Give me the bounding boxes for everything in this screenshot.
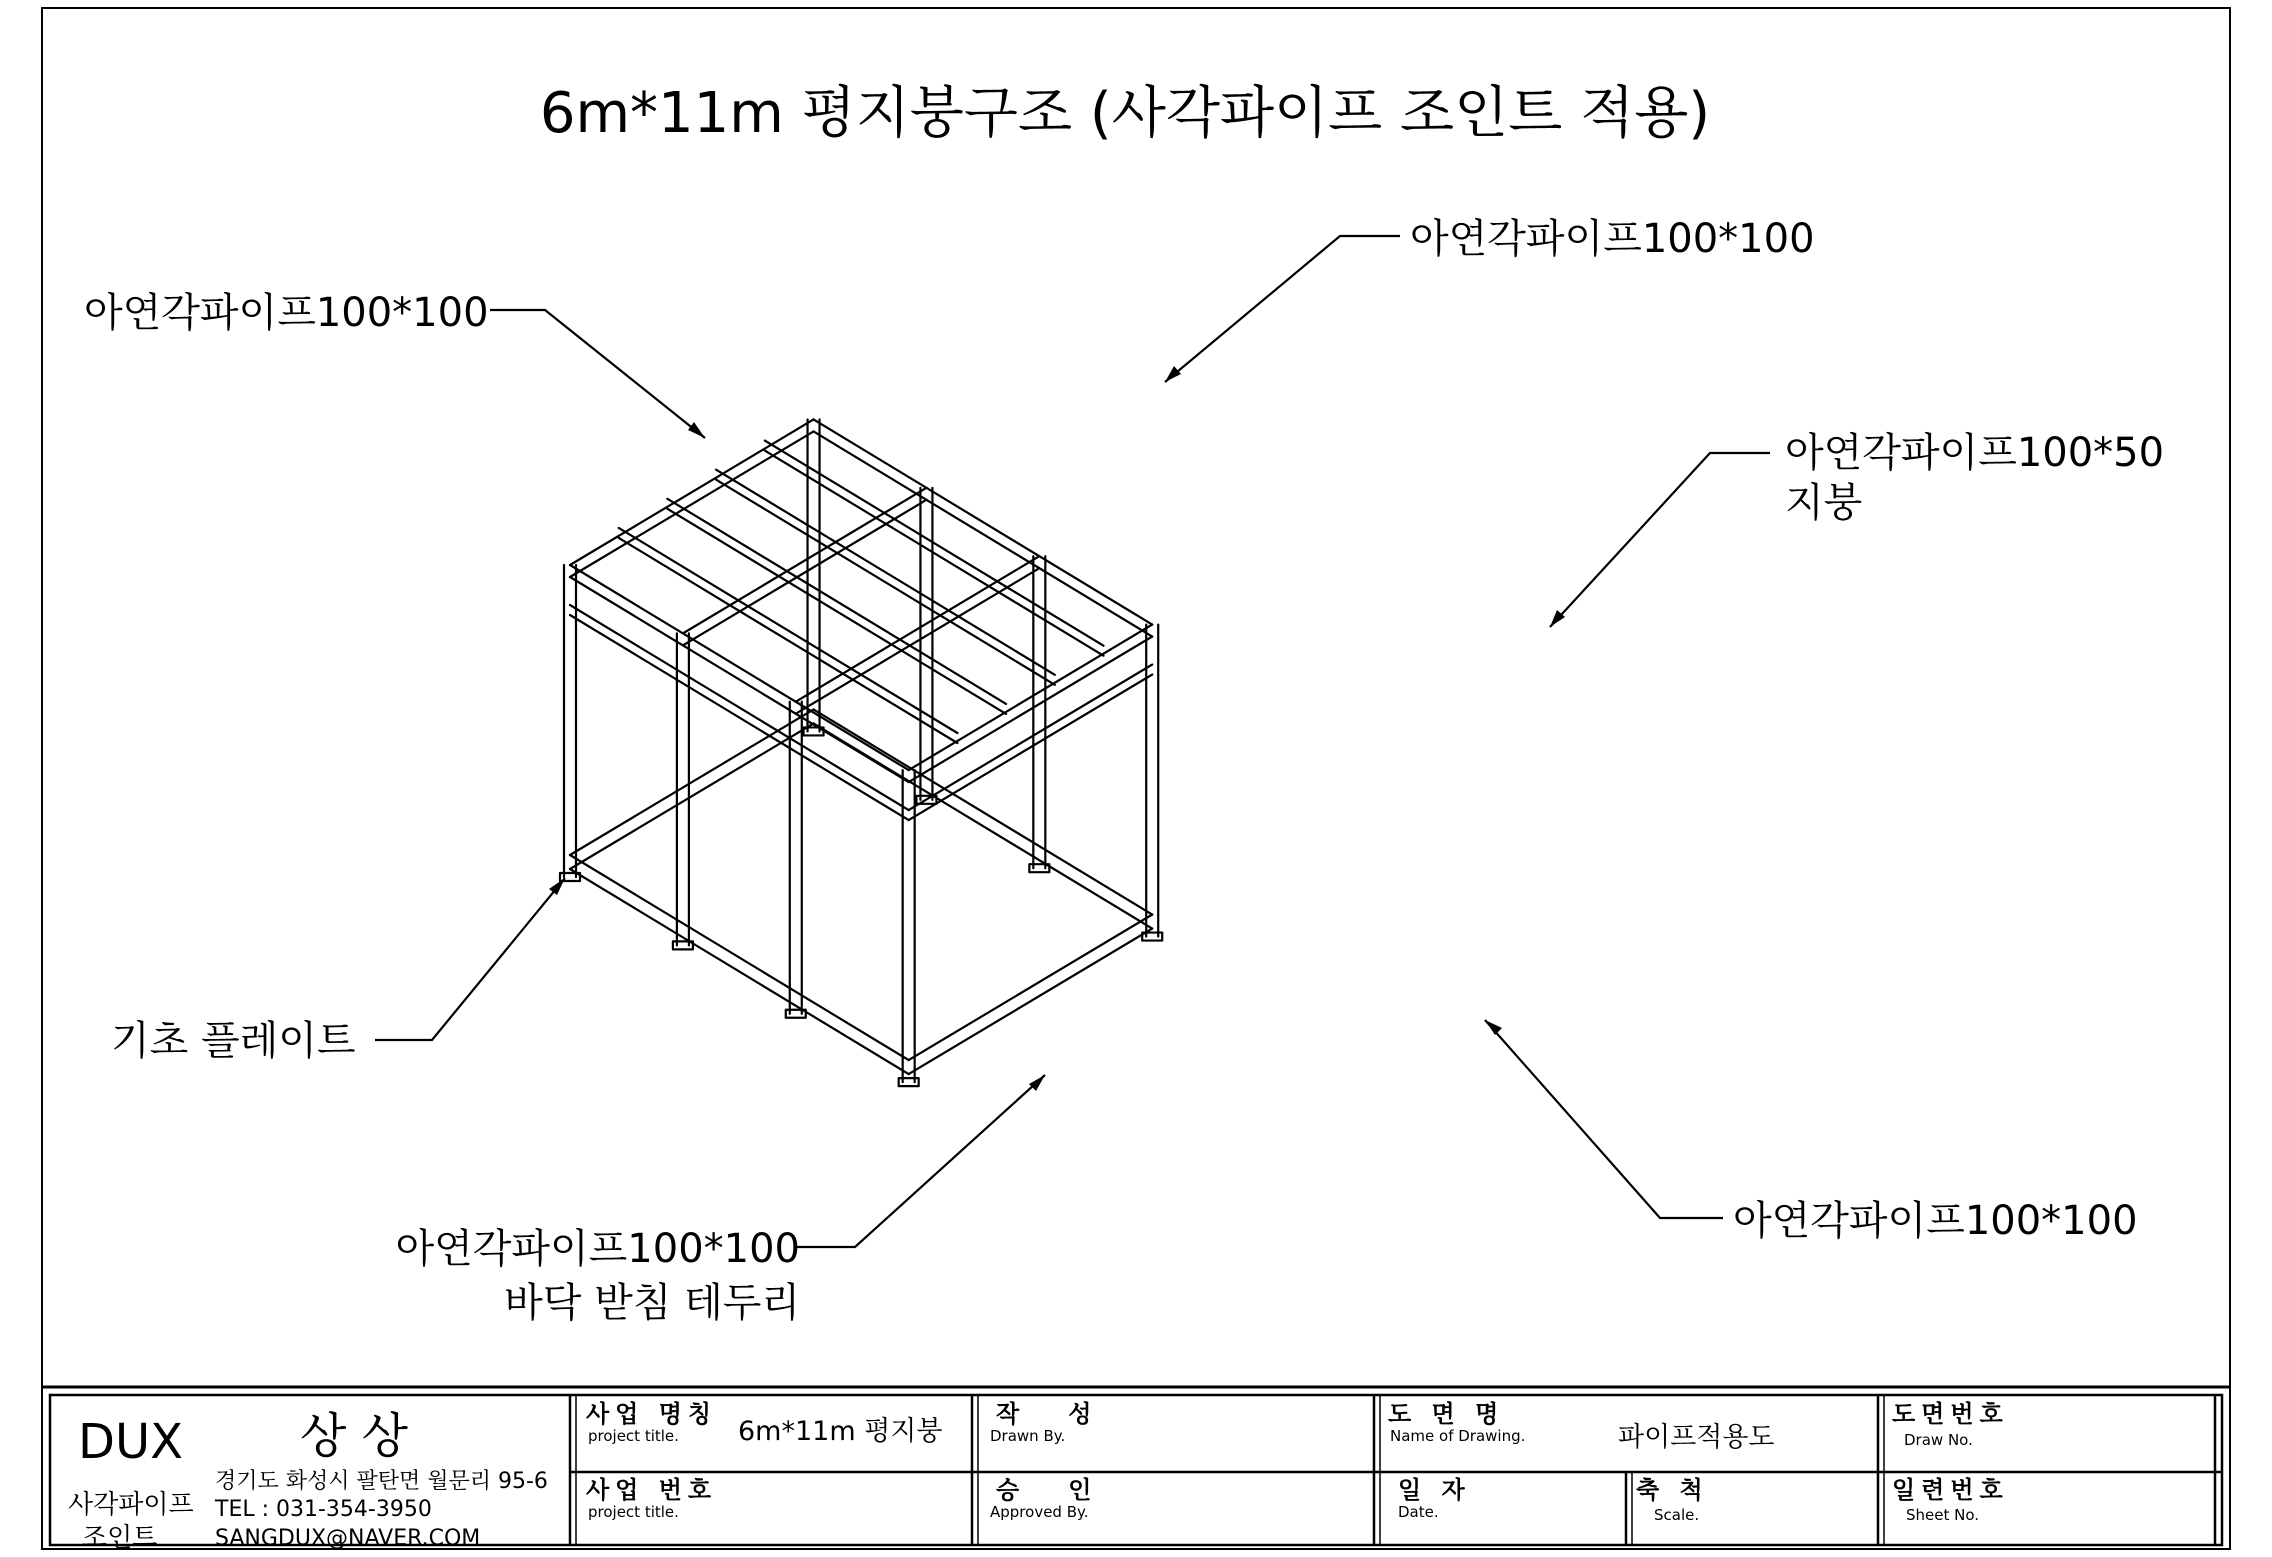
floor-beam <box>570 855 909 1060</box>
roof-purlin <box>619 538 958 743</box>
company-tel: TEL : 031-354-3950 <box>215 1497 432 1522</box>
drawn-by-label: 작 성 <box>996 1400 1098 1428</box>
arrowhead-top-right <box>1165 366 1181 382</box>
drawing-name-value: 파이프적용도 <box>1618 1422 1775 1453</box>
drawing-name-sub: Name of Drawing. <box>1390 1427 1526 1445</box>
callout-floor-line1: 아연각파이프100*100 <box>395 1226 800 1272</box>
arrowhead-bottom-right <box>1485 1020 1502 1035</box>
roof-cross-beam <box>796 556 1040 702</box>
floor-beam <box>909 929 1153 1075</box>
project-name-value: 6m*11m 평지붕 <box>738 1416 943 1447</box>
callout-top-right: 아연각파이프100*100 <box>1410 216 1815 262</box>
leader-top-right <box>1165 236 1400 382</box>
header-beam <box>909 665 1153 811</box>
roof-purlin <box>667 499 1006 704</box>
approved-by-sub: Approved By. <box>990 1503 1089 1521</box>
floor-beam <box>814 709 1153 914</box>
header-beam <box>570 605 909 810</box>
callout-leaders <box>375 236 1770 1247</box>
company-brand: DUX <box>78 1414 183 1470</box>
roof-purlin <box>619 528 958 733</box>
roof-purlin <box>716 470 1055 675</box>
project-no-label: 사업 번호 <box>586 1476 718 1504</box>
company-product-line1: 사각파이프 <box>68 1490 194 1520</box>
project-no-sub: project title. <box>588 1503 679 1521</box>
roof-cross-beam <box>796 568 1040 714</box>
roof-purlin <box>765 441 1104 646</box>
arrowhead-top-left <box>688 422 705 438</box>
leader-bottom-right <box>1485 1020 1723 1218</box>
roof-cross-beam <box>570 419 814 565</box>
drawing-name-label: 도 면 명 <box>1388 1400 1505 1428</box>
leader-floor <box>795 1075 1045 1247</box>
sheet-no-sub: Sheet No. <box>1906 1506 1980 1524</box>
roof-eave-beam <box>570 577 909 782</box>
floor-beam <box>570 869 909 1074</box>
drawn-by-sub: Drawn By. <box>990 1427 1066 1445</box>
company-name: 상 상 <box>300 1408 408 1464</box>
roof-cross-beam <box>570 431 814 577</box>
header-beam <box>570 615 909 820</box>
callout-top-left: 아연각파이프100*100 <box>84 290 489 336</box>
callout-roof-line1: 아연각파이프100*50 <box>1785 430 2165 476</box>
company-product-line2: 조인트 <box>82 1523 158 1553</box>
date-sub: Date. <box>1398 1503 1439 1521</box>
callout-base-plate: 기초 플레이트 <box>111 1018 356 1064</box>
scale-sub: Scale. <box>1654 1506 1700 1524</box>
scale-label: 축 척 <box>1636 1476 1709 1504</box>
drawing-no-sub: Draw No. <box>1904 1431 1973 1449</box>
arrowhead-base-plate <box>549 878 565 895</box>
leader-base-plate <box>375 878 565 1040</box>
callout-roof-line2: 지붕 <box>1785 480 1863 526</box>
roof-eave-beam <box>814 431 1153 636</box>
drawing-title: 6m*11m 평지붕구조 (사각파이프 조인트 적용) <box>539 81 1711 146</box>
leader-roof <box>1550 453 1770 627</box>
roof-cross-beam <box>909 637 1153 783</box>
roof-cross-beam <box>683 500 927 646</box>
frame-structure <box>560 419 1162 1086</box>
approved-by-label: 승 인 <box>996 1476 1098 1504</box>
leader-arrowheads <box>549 366 1565 1091</box>
project-name-sub: project title. <box>588 1427 679 1445</box>
roof-cross-beam <box>683 488 927 634</box>
project-name-label: 사업 명칭 <box>586 1400 718 1428</box>
sheet-no-label: 일련번호 <box>1892 1476 2009 1504</box>
floor-beam <box>909 915 1153 1061</box>
drawing-no-label: 도면번호 <box>1892 1400 2009 1428</box>
roof-eave-beam <box>814 419 1153 624</box>
roof-eave-beam <box>570 565 909 770</box>
callout-floor-line2: 바닥 받침 테두리 <box>504 1280 800 1326</box>
company-address: 경기도 화성시 팔탄면 월문리 95-6 <box>215 1469 548 1494</box>
leader-top-left <box>490 310 705 438</box>
floor-beam <box>570 723 814 869</box>
company-email: SANGDUX@NAVER.COM <box>215 1526 481 1551</box>
date-label: 일 자 <box>1398 1476 1471 1504</box>
callout-bottom-right: 아연각파이프100*100 <box>1733 1198 2138 1244</box>
sheet-border <box>42 8 2230 1549</box>
